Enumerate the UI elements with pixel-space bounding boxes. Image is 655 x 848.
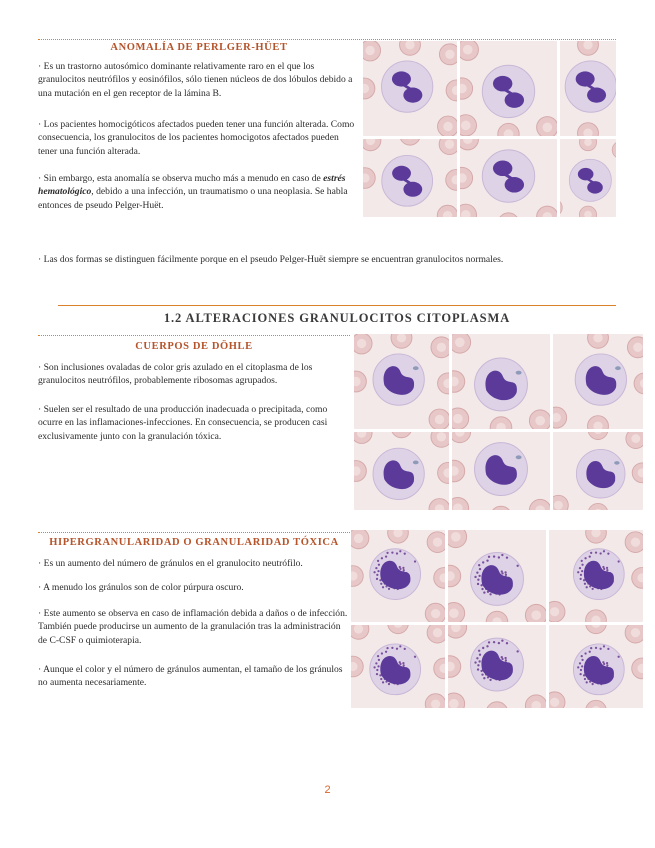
- pelger-paragraph-1: · Es un trastorno autosómico dominante relativamente raro en el que los granulocitos neutrófilos y eosinófilos, sólo tienen núcleos de dos lóbulos debido a una mutación en el gen receptor de la lámina B.: [38, 61, 353, 99]
- dohle-micrograph: [452, 334, 550, 429]
- dohle-micrograph: [354, 432, 449, 510]
- pelger-micrograph: [363, 139, 457, 217]
- toxic-micrograph: [549, 530, 643, 622]
- stress-emphasis: estrés hematológico: [38, 173, 346, 198]
- dohle-paragraph-1: · Son inclusiones ovaladas de color gris azulado en el citoplasma de los granulocitos neutrófilos, probablemente ribosomas agrupados.: [38, 362, 313, 387]
- pelger-paragraph-3-start: · Sin embargo, esta anomalía se observa mucho más a menudo en caso de: [38, 173, 324, 184]
- dohle-paragraph-2: · Suelen ser el resultado de una producción inadecuada o precipitada, como ocurre en las inflamaciones-infecciones. En consecuencia, se producen casi exclusivamente junto con la granulación tóxica.: [38, 404, 328, 442]
- section-rule-toxic: [38, 532, 350, 533]
- pelger-paragraph-2: · Los pacientes homocigóticos afectados pueden tener una función alterada. Como consecuencia, los granulocitos de los pacientes homocigotos afectados pueden tener una función alterada.: [38, 119, 355, 157]
- section-rule-dohle: [38, 335, 350, 336]
- pelger-micrograph: [560, 41, 616, 136]
- toxic-paragraph-4: · Aunque el color y el número de gránulos aumentan, el tamaño de los gránulos no aumenta necesariamente.: [38, 664, 343, 689]
- dohle-micrograph: [452, 432, 550, 510]
- toxic-micrograph: [448, 530, 546, 622]
- pelger-paragraph-3-end: , debido a una infección, un traumatismo o una neoplasia. Se habla entonces de pseudo Pelger-Huët.: [38, 186, 348, 211]
- pelger-paragraph-3: [38, 172, 360, 212]
- pelger-micrograph: [460, 41, 557, 136]
- dohle-micrograph: [553, 432, 643, 510]
- dohle-micrograph: [553, 334, 643, 429]
- dohle-image-grid: [354, 334, 643, 510]
- toxic-image-grid: [351, 530, 643, 708]
- dohle-micrograph: [354, 334, 449, 429]
- toxic-micrograph: [549, 625, 643, 708]
- pelger-micrograph: [460, 139, 557, 217]
- chapter-rule: [58, 305, 616, 306]
- toxic-micrograph: [351, 625, 445, 708]
- toxic-micrograph: [448, 625, 546, 708]
- section-title-pelger: ANOMALÍA DE PERLGER-HÜET: [110, 42, 288, 53]
- page-number: 2: [324, 784, 331, 796]
- toxic-micrograph: [351, 530, 445, 622]
- toxic-paragraph-2: · A menudo los gránulos son de color púrpura oscuro.: [38, 582, 244, 593]
- pelger-micrograph: [363, 41, 457, 136]
- toxic-paragraph-3: · Este aumento se observa en caso de inflamación debida a daños o de infección. También puede producirse un aumento de la granulación tras la administración de C-CSF o quimioterapia.: [38, 608, 348, 646]
- chapter-title: 1.2 ALTERACIONES GRANULOCITOS CITOPLASMA: [163, 311, 511, 325]
- section-rule-pelger: [38, 39, 616, 40]
- section-title-dohle: CUERPOS DE DÖHLE: [135, 341, 253, 352]
- section-title-toxic: HIPERGRANULARIDAD O GRANULARIDAD TÓXICA: [49, 537, 339, 548]
- pelger-note: · Las dos formas se distinguen fácilmente porque en el pseudo Pelger-Huët siempre se encuentran granulocitos normales.: [38, 254, 504, 265]
- toxic-paragraph-1: · Es un aumento del número de gránulos en el granulocito neutrófilo.: [38, 558, 303, 569]
- pelger-micrograph: [560, 139, 616, 217]
- pelger-image-grid: [363, 41, 616, 217]
